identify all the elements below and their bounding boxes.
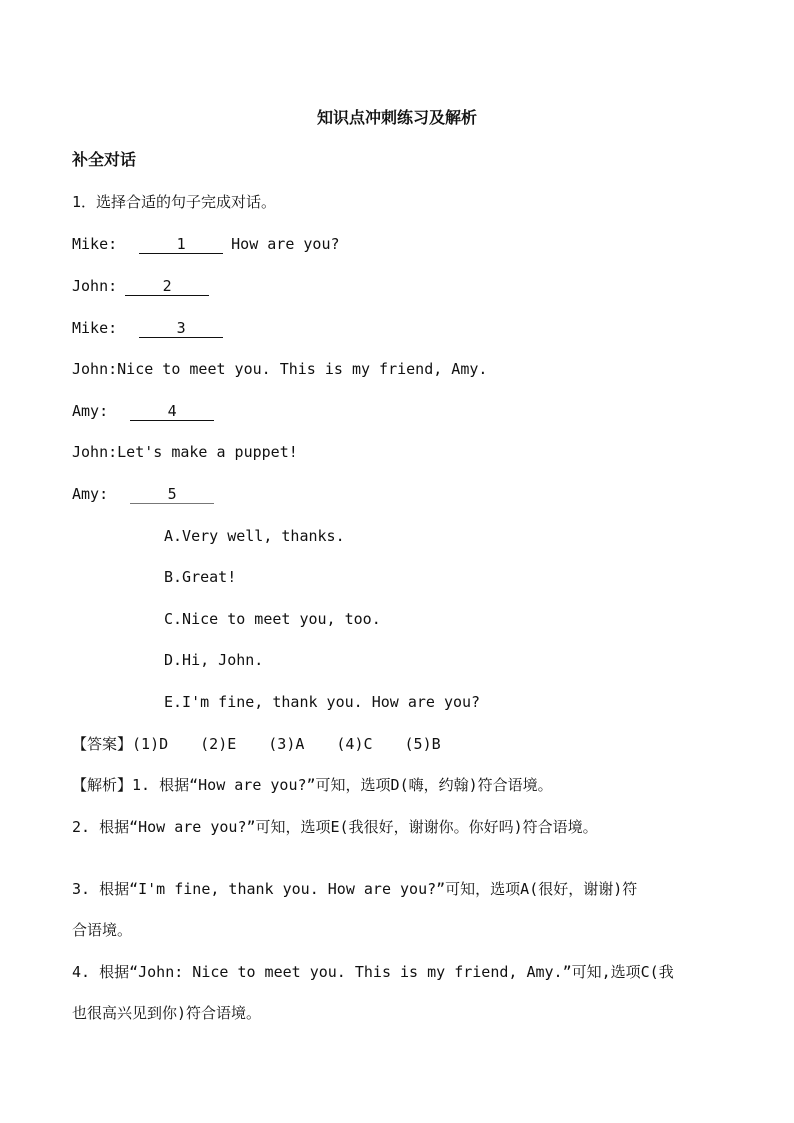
speaker: Mike: bbox=[72, 319, 118, 337]
answer-item: (2)E bbox=[200, 735, 237, 753]
dialogue-line-7 bbox=[72, 484, 214, 504]
analysis-line-1 bbox=[72, 775, 553, 795]
analysis-text: 1. 根据“How are you?”可知，选项D(嗨，约翰)符合语境。 bbox=[132, 776, 553, 794]
dialogue-line-5 bbox=[72, 401, 214, 421]
dialogue-line-2 bbox=[72, 276, 209, 296]
dialogue-text: Nice to meet you. This is my friend, Amy. bbox=[117, 360, 488, 378]
blank-4: 4 bbox=[130, 403, 214, 421]
analysis-line-2: 2. 根据“How are you?”可知，选项E(我很好，谢谢你。你好吗)符合语境。 bbox=[72, 818, 598, 836]
option-e: E.I'm fine, thank you. How are you? bbox=[164, 693, 481, 711]
answer-item: (3)A bbox=[268, 735, 305, 753]
analysis-line-3: 3. 根据“I'm fine, thank you. How are you?”可知，选项A(很好，谢谢)符 bbox=[72, 880, 638, 898]
speaker: John: bbox=[72, 277, 118, 295]
analysis-line-5: 4. 根据“John: Nice to meet you. This is my friend, Amy.”可知,选项C(我 bbox=[72, 963, 674, 981]
option-d: D.Hi, John. bbox=[164, 651, 264, 669]
page-title: 知识点冲刺练习及解析 bbox=[316, 108, 477, 127]
blank-2: 2 bbox=[125, 278, 209, 296]
speaker: Mike: bbox=[72, 235, 118, 253]
dialogue-text: How are you? bbox=[231, 235, 340, 253]
analysis-label: 【解析】 bbox=[72, 776, 133, 794]
analysis-line-4: 合语境。 bbox=[72, 921, 133, 939]
answer-label: 【答案】 bbox=[72, 735, 133, 753]
speaker: John: bbox=[72, 360, 118, 378]
blank-1: 1 bbox=[139, 236, 223, 254]
blank-5: 5 bbox=[130, 486, 214, 504]
speaker: John: bbox=[72, 443, 118, 461]
answer-item: (5)B bbox=[404, 735, 441, 753]
speaker: Amy: bbox=[72, 402, 109, 420]
answer-line bbox=[72, 734, 441, 754]
option-c: C.Nice to meet you, too. bbox=[164, 610, 381, 628]
blank-3: 3 bbox=[139, 320, 223, 338]
dialogue-line-6 bbox=[72, 442, 298, 462]
option-a: A.Very well, thanks. bbox=[164, 527, 345, 545]
dialogue-line-3 bbox=[72, 318, 223, 338]
section-heading: 补全对话 bbox=[72, 150, 137, 169]
analysis-line-6: 也很高兴见到你)符合语境。 bbox=[72, 1004, 262, 1022]
option-b: B.Great! bbox=[164, 568, 237, 586]
answer-item: (1)D bbox=[132, 735, 169, 753]
dialogue-text: Let's make a puppet! bbox=[117, 443, 298, 461]
answer-item: (4)C bbox=[336, 735, 373, 753]
question-prompt: 1．选择合适的句子完成对话。 bbox=[72, 193, 277, 211]
speaker: Amy: bbox=[72, 485, 109, 503]
dialogue-line-4 bbox=[72, 359, 487, 379]
dialogue-line-1 bbox=[72, 234, 340, 254]
